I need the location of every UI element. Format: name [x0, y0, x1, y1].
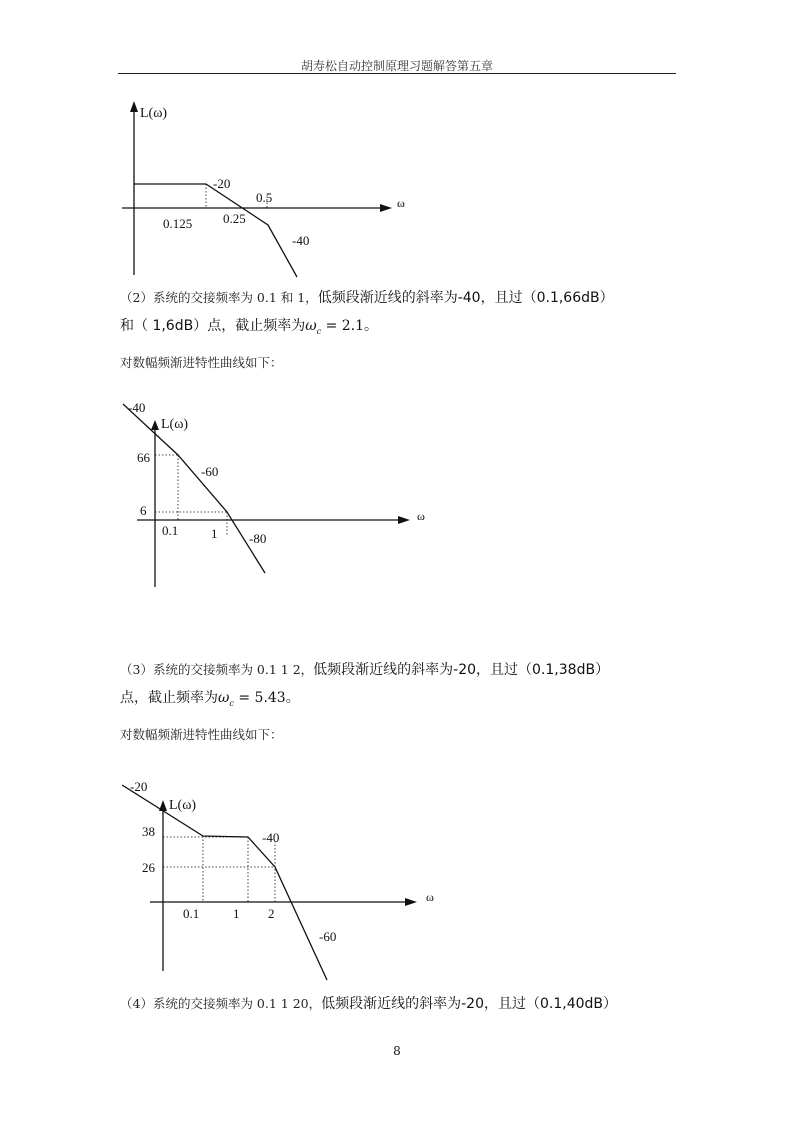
part3-line1: （3）系统的交接频率为 0.1 1 2，低频段渐近线的斜率为-20，且过（0.1,38dB）	[120, 662, 610, 678]
y-axis-arrow-icon	[130, 101, 138, 112]
slope-label-b: -40	[292, 233, 310, 248]
part3-caption: 对数幅频渐进特性曲线如下：	[120, 727, 283, 742]
header-rule	[118, 73, 676, 74]
part2-line1: （2）系统的交接频率为 0.1 和 1，低频段渐近线的斜率为-40，且过（0.1,66dB）	[120, 290, 614, 306]
asymptote-curve	[123, 404, 265, 573]
x-axis-label: ω	[426, 890, 434, 904]
y-axis-label: L(ω)	[161, 417, 189, 432]
x-axis-arrow-icon	[398, 516, 410, 524]
tick-label-38: 38	[142, 824, 155, 839]
tick-label-0125: 0.125	[163, 216, 193, 231]
slope-label-lf: -20	[130, 779, 148, 794]
part2-line2: 和（ 1,6dB）点，截止频率为$\omega_c = 2.1$。	[120, 318, 379, 336]
bode-plot-2	[115, 395, 440, 595]
bode-plot-1	[110, 95, 420, 285]
tick-label-01: 0.1	[183, 906, 200, 921]
tick-label-1: 1	[233, 906, 240, 921]
tick-label-2: 2	[268, 906, 275, 921]
slope-label-lf: -40	[128, 400, 146, 415]
slope-label-hf: -80	[249, 531, 267, 546]
part4-line1: （4）系统的交接频率为 0.1 1 20，低频段渐近线的斜率为-20，且过（0.1,40dB）	[120, 996, 618, 1012]
part2-caption: 对数幅频渐进特性曲线如下：	[120, 355, 283, 370]
slope-label-hf: -60	[319, 929, 337, 944]
tick-label-05: 0.5	[256, 190, 273, 205]
running-header: 胡寿松自动控制原理习题解答第五章	[300, 59, 493, 73]
slope-label-mid: -40	[262, 830, 280, 845]
tick-label-66: 66	[137, 450, 150, 465]
asymptote-curve	[134, 184, 297, 277]
part3-line2: 点，截止频率为$\omega_c = 5.43$。	[120, 690, 300, 708]
page-number: 8	[393, 1044, 401, 1058]
asymptote-curve	[122, 785, 327, 980]
slope-label-mid: -60	[201, 464, 219, 479]
tick-label-6: 6	[140, 503, 147, 518]
tick-label-1: 1	[211, 526, 218, 541]
tick-label-025: 0.25	[223, 211, 246, 226]
tick-label-26: 26	[142, 860, 155, 875]
slope-label-a: -20	[213, 176, 231, 191]
x-axis-arrow-icon	[380, 204, 392, 212]
tick-label-01: 0.1	[162, 523, 179, 538]
y-axis-label: L(ω)	[140, 106, 168, 121]
x-axis-arrow-icon	[405, 898, 417, 906]
y-axis-label: L(ω)	[169, 798, 197, 813]
x-axis-label: ω	[397, 196, 405, 210]
x-axis-label: ω	[417, 509, 425, 523]
bode-plot-3	[115, 775, 445, 985]
y-axis-arrow-icon	[151, 420, 159, 430]
